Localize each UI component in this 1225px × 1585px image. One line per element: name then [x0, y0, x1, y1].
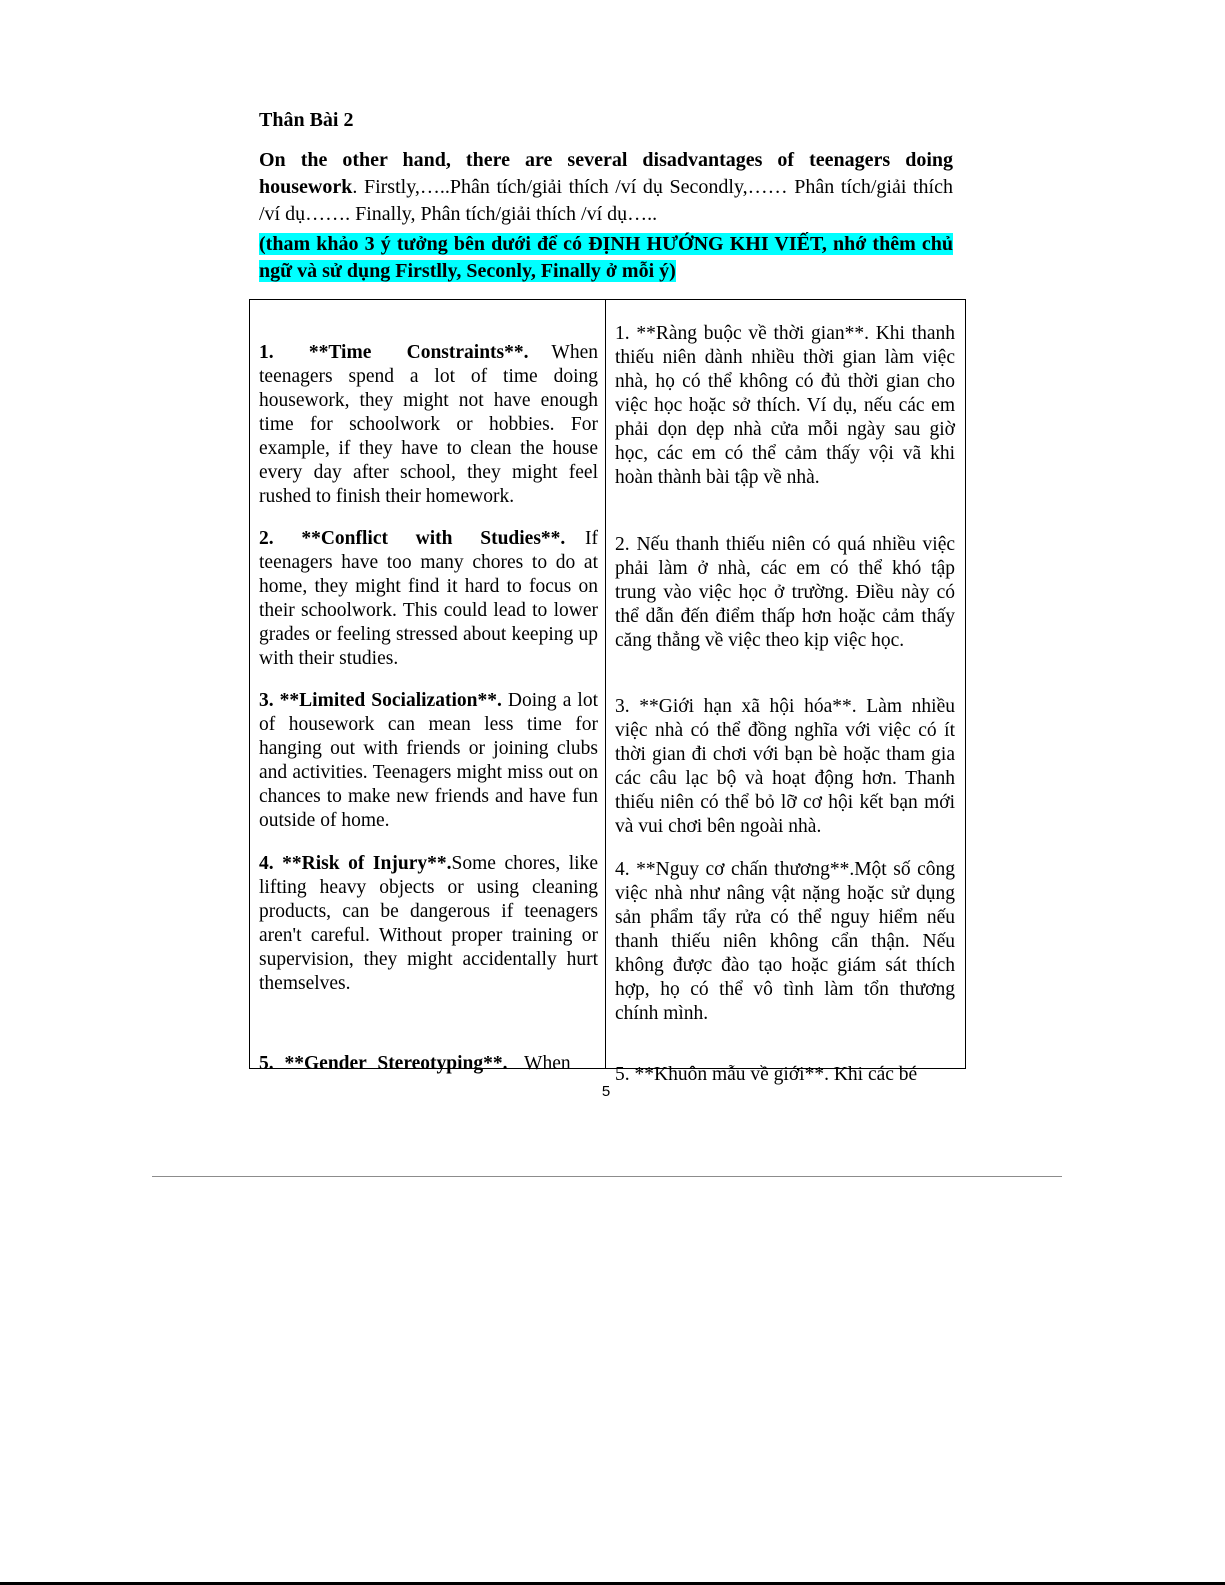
english-idea-title: 4. **Risk of Injury**. — [259, 852, 452, 874]
english-idea-body: When — [519, 1052, 571, 1074]
english-idea-title: 3. **Limited Socialization**. — [259, 689, 502, 711]
vietnamese-idea-text: 3. **Giới hạn xã hội hóa**. Làm nhiều việc nhà có thể đồng nghĩa với việc có ít thời gian đi chơi với bạn bè hoặc tham gia các câu lạc bộ và hoạt động hơn. Thanh thiếu niên có thể bỏ lỡ cơ hội kết bạn mới và vui chơi bên ngoài nhà. — [615, 695, 955, 837]
english-idea-body: When teenagers spend a lot of time doing housework, they might not have enough time for schoolwork or hobbies. For example, if they have to clean the house every day after school, they might feel rushed to finish their homework. — [259, 341, 598, 507]
vietnamese-idea-2 — [615, 513, 955, 672]
english-column — [250, 300, 606, 1074]
english-idea-4 — [259, 832, 598, 1015]
english-idea-title: 1. **Time Constraints**. — [259, 341, 529, 363]
english-idea-3 — [259, 669, 598, 852]
english-idea-body: Doing a lot of housework can mean less time for hanging out with friends or joining clubs and activities. Teenagers might miss out on chances to make new friends and have fun outside of home. — [259, 689, 598, 831]
english-idea-title: 5. **Gender Stereotyping**. — [259, 1052, 508, 1074]
english-idea-title: 2. **Conflict with Studies**. — [259, 527, 566, 549]
vietnamese-idea-1 — [615, 302, 955, 509]
vietnamese-idea-3 — [615, 675, 955, 858]
intro-paragraph — [259, 147, 953, 228]
ideas-table — [249, 299, 966, 1085]
vietnamese-idea-4 — [615, 838, 955, 1045]
intro-outline-text: . Firstly,…..Phân tích/giải thích /ví dụ Secondly,…… Phân tích/giải thích /ví dụ……. Finally, Phân tích/giải thích /ví dụ….. — [259, 176, 953, 225]
english-idea-2 — [259, 507, 598, 690]
vietnamese-idea-text: 4. **Nguy cơ chấn thương**.Một số công việc nhà như nâng vật nặng hoặc sử dụng sản phẩm tẩy rửa có thể nguy hiểm nếu thanh thiếu niên không cẩn thận. Nếu không được đào tạo hoặc giám sát thích hợp, họ có thể vô tình làm tổn thương chính mình. — [615, 858, 955, 1024]
english-idea-body: If teenagers have too many chores to do at home, they might find it hard to focus on their schoolwork. This could lead to lower grades or feeling stressed about keeping up with their studies. — [259, 527, 598, 669]
table-row — [250, 300, 966, 1069]
intro-topic-sentence: On the other hand, there are several disadvantages of teenagers doing housework — [259, 149, 953, 198]
vietnamese-idea-text: 1. **Ràng buộc về thời gian**. Khi thanh thiếu niên dành nhiều thời gian làm việc nhà, họ có thể không có đủ thời gian cho việc học hoặc sở thích. Ví dụ, nếu các em phải dọn dẹp nhà cửa mỗi ngày sau giờ học, các em có thể cảm thấy vội vã khi hoàn thành bài tập về nhà. — [615, 322, 955, 488]
vietnamese-column — [606, 300, 966, 1085]
page-separator-line — [152, 1176, 1062, 1177]
english-idea-body: Some chores, like lifting heavy objects or using cleaning products, can be dangerous if teenagers aren't careful. Without proper training or supervision, they might accidentally hurt themselves. — [259, 852, 598, 994]
section-heading: Thân Bài 2 — [259, 109, 354, 131]
vietnamese-idea-text: 2. Nếu thanh thiếu niên có quá nhiều việc phải làm ở nhà, các em có thể khó tập trung vào việc học ở trường. Điều này có thể dẫn đến điểm thấp hơn hoặc cảm thấy căng thẳng về việc theo kịp việc học. — [615, 533, 955, 651]
vietnamese-idea-text: 5. **Khuôn mẫu về giới**. Khi các bé — [615, 1063, 918, 1085]
highlighted-instruction-text: (tham khảo 3 ý tưởng bên dưới để có ĐỊNH HƯỚNG KHI VIẾT, nhớ thêm chủ ngữ và sử dụng Firstlly, Seconly, Finally ở mỗi ý) — [259, 233, 953, 282]
page-number: 5 — [601, 1083, 611, 1100]
highlighted-instruction — [259, 231, 953, 285]
english-idea-1 — [259, 321, 598, 528]
